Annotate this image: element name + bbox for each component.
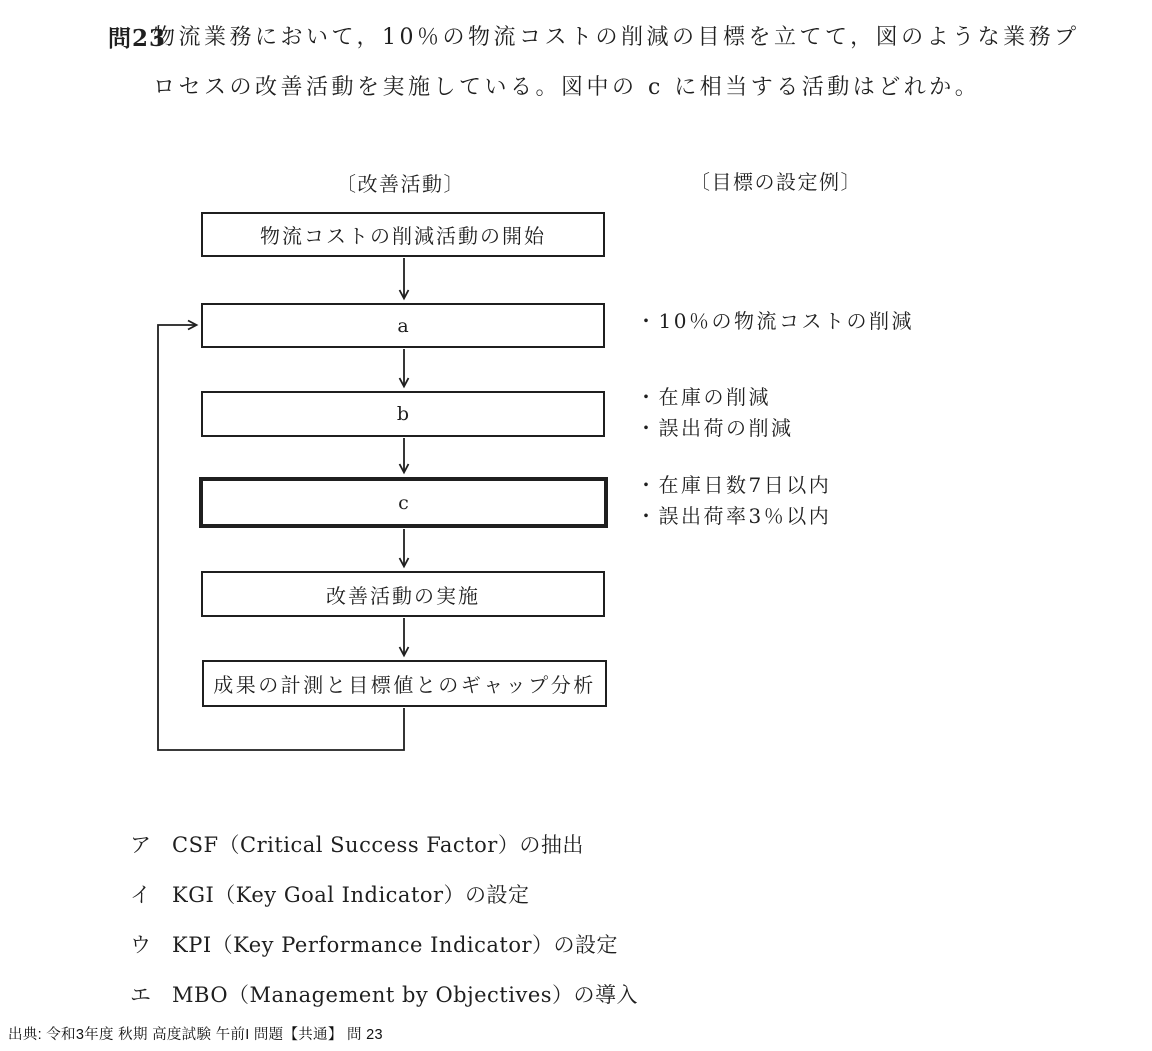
flow-box-start-label: 物流コストの削減活動の開始 <box>260 224 546 248</box>
option-letter: ア <box>130 833 151 857</box>
option-text: KGI（Key Goal Indicator）の設定 <box>172 883 530 907</box>
answer-option-i <box>130 879 530 909</box>
option-text: MBO（Management by Objectives）の導入 <box>172 983 639 1007</box>
option-letter: エ <box>130 983 151 1007</box>
question-text-line2: ロセスの改善活動を実施している。図中の c に相当する活動はどれか。 <box>153 75 981 100</box>
question-number: 問23 <box>108 25 167 52</box>
annotation-line: ・誤出荷率3％以内 <box>636 504 832 528</box>
annotation-for-box-a <box>636 306 914 337</box>
option-letter: イ <box>130 883 151 907</box>
flow-box-a <box>201 303 605 348</box>
flow-box-c-highlighted <box>199 477 608 528</box>
flow-box-implement-label: 改善活動の実施 <box>326 583 480 608</box>
flow-box-a-label: a <box>397 314 409 337</box>
flow-box-b <box>201 391 605 437</box>
answer-option-u <box>130 929 618 959</box>
answer-option-e <box>130 979 638 1009</box>
option-letter: ウ <box>130 933 151 957</box>
annotation-for-box-c <box>636 470 831 532</box>
flow-box-gap-analysis <box>202 660 607 707</box>
option-text: KPI（Key Performance Indicator）の設定 <box>172 933 619 957</box>
annotation-for-box-b <box>636 382 794 444</box>
question-text-line1: 物流業務において，10％の物流コストの削減の目標を立てて，図のような業務プ <box>153 25 1080 50</box>
annotation-line: ・在庫日数7日以内 <box>636 473 832 497</box>
diagram-header-goal-examples: 〔目標の設定例〕 <box>690 170 862 194</box>
diagram-header-improvement-activity: 〔改善活動〕 <box>336 172 465 196</box>
source-citation: 出典: 令和3年度 秋期 高度試験 午前I 問題【共通】 問 23 <box>8 1027 383 1043</box>
flow-box-start <box>201 212 605 257</box>
annotation-line: ・在庫の削減 <box>636 385 771 409</box>
flow-box-c-label: c <box>398 491 409 514</box>
answer-option-a <box>130 829 584 859</box>
flow-box-implement <box>201 571 605 617</box>
flow-box-gap-analysis-label: 成果の計測と目標値とのギャップ分析 <box>213 673 596 697</box>
flow-box-b-label: b <box>396 403 410 425</box>
annotation-line: ・10％の物流コストの削減 <box>636 309 914 333</box>
option-text: CSF（Critical Success Factor）の抽出 <box>172 833 584 857</box>
annotation-line: ・誤出荷の削減 <box>636 416 794 440</box>
